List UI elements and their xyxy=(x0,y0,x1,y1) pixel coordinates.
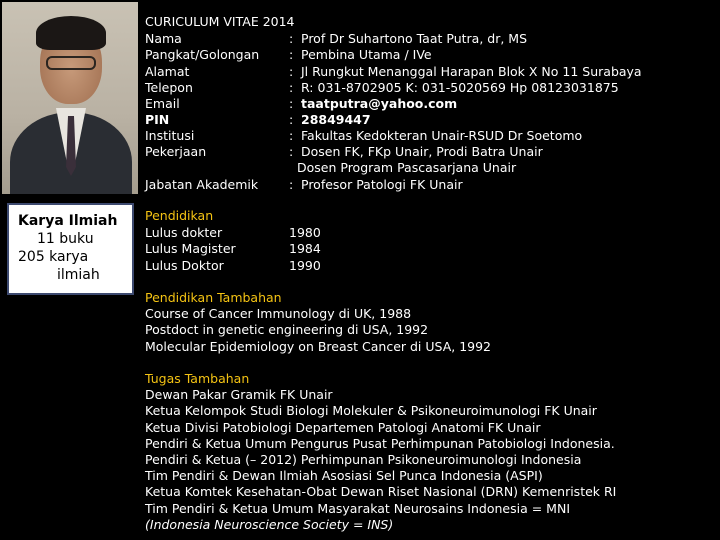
value-pangkat: Pembina Utama / IVe xyxy=(301,47,432,62)
pendidikan-year-3: 1990 xyxy=(289,258,321,273)
tugas-item-2: Ketua Kelompok Studi Biologi Molekuler & Psikoneuroimunologi FK Unair xyxy=(145,403,597,418)
karya-ilmiah-word: ilmiah xyxy=(57,267,100,283)
tugas-item-9: (Indonesia Neuroscience Society = INS) xyxy=(145,517,394,532)
pendidikan-tambahan-item-1: Course of Cancer Immunology di UK, 1988 xyxy=(145,306,412,321)
colon-telepon: : xyxy=(289,80,294,95)
colon-email: : xyxy=(289,96,294,111)
colon-pangkat: : xyxy=(289,47,294,62)
value-pin: 28849447 xyxy=(301,112,371,127)
colon-nama: : xyxy=(289,31,294,46)
colon-pekerjaan: : xyxy=(289,144,294,159)
label-alamat: Alamat xyxy=(145,64,190,79)
pendidikan-tambahan-item-2: Postdoct in genetic engineering di USA, 1992 xyxy=(145,322,429,337)
pendidikan-year-2: 1984 xyxy=(289,241,321,256)
pendidikan-tambahan-item-3: Molecular Epidemiology on Breast Cancer di USA, 1992 xyxy=(145,339,492,354)
karya-books: 11 buku xyxy=(37,231,94,247)
value-pekerjaan: Dosen FK, FKp Unair, Prodi Batra Unair xyxy=(301,144,543,159)
tugas-item-1: Dewan Pakar Gramik FK Unair xyxy=(145,387,333,402)
pendidikan-year-1: 1980 xyxy=(289,225,321,240)
colon-pin: : xyxy=(289,112,294,127)
profile-photo xyxy=(2,2,138,194)
karya-count: 205 karya xyxy=(18,249,89,265)
tugas-item-3: Ketua Divisi Patobiologi Departemen Patologi Anatomi FK Unair xyxy=(145,420,541,435)
label-telepon: Telepon xyxy=(145,80,193,95)
colon-jabatan: : xyxy=(289,177,294,192)
photo-hair xyxy=(36,16,106,50)
value-alamat: Jl Rungkut Menanggal Harapan Blok X No 11 Surabaya xyxy=(301,64,642,79)
karya-title: Karya Ilmiah xyxy=(18,213,118,229)
pendidikan-heading: Pendidikan xyxy=(145,208,214,223)
pendidikan-label-2: Lulus Magister xyxy=(145,241,236,256)
tugas-item-6: Tim Pendiri & Dewan Ilmiah Asosiasi Sel Punca Indonesia (ASPI) xyxy=(145,468,543,483)
value-jabatan: Profesor Patologi FK Unair xyxy=(301,177,463,192)
value-pekerjaan-extra: Dosen Program Pascasarjana Unair xyxy=(297,160,517,175)
label-pangkat: Pangkat/Golongan xyxy=(145,47,260,62)
label-nama: Nama xyxy=(145,31,182,46)
label-jabatan: Jabatan Akademik xyxy=(145,177,259,192)
label-pin: PIN xyxy=(145,112,170,127)
colon-alamat: : xyxy=(289,64,294,79)
label-institusi: Institusi xyxy=(145,128,195,143)
value-telepon: R: 031-8702905 K: 031-5020569 Hp 08123031875 xyxy=(301,80,619,95)
pendidikan-label-3: Lulus Doktor xyxy=(145,258,224,273)
karya-ilmiah-box xyxy=(7,203,134,295)
value-institusi: Fakultas Kedokteran Unair-RSUD Dr Soetomo xyxy=(301,128,583,143)
tugas-item-8: Tim Pendiri & Ketua Umum Masyarakat Neurosains Indonesia = MNI xyxy=(145,501,570,516)
cv-title: CURICULUM VITAE 2014 xyxy=(145,14,295,29)
tugas-tambahan-heading: Tugas Tambahan xyxy=(145,371,250,386)
label-pekerjaan: Pekerjaan xyxy=(145,144,207,159)
value-email[interactable]: taatputra@yahoo.com xyxy=(301,96,458,111)
pendidikan-label-1: Lulus dokter xyxy=(145,225,223,240)
value-nama: Prof Dr Suhartono Taat Putra, dr, MS xyxy=(301,31,528,46)
colon-institusi: : xyxy=(289,128,294,143)
tugas-item-7: Ketua Komtek Kesehatan-Obat Dewan Riset Nasional (DRN) Kemenristek RI xyxy=(145,484,617,499)
tugas-item-5: Pendiri & Ketua (– 2012) Perhimpunan Psikoneuroimunologi Indonesia xyxy=(145,452,582,467)
pendidikan-tambahan-heading: Pendidikan Tambahan xyxy=(145,290,282,305)
tugas-item-4: Pendiri & Ketua Umum Pengurus Pusat Perhimpunan Patobiologi Indonesia. xyxy=(145,436,615,451)
label-email: Email xyxy=(145,96,180,111)
photo-glasses xyxy=(46,56,96,70)
